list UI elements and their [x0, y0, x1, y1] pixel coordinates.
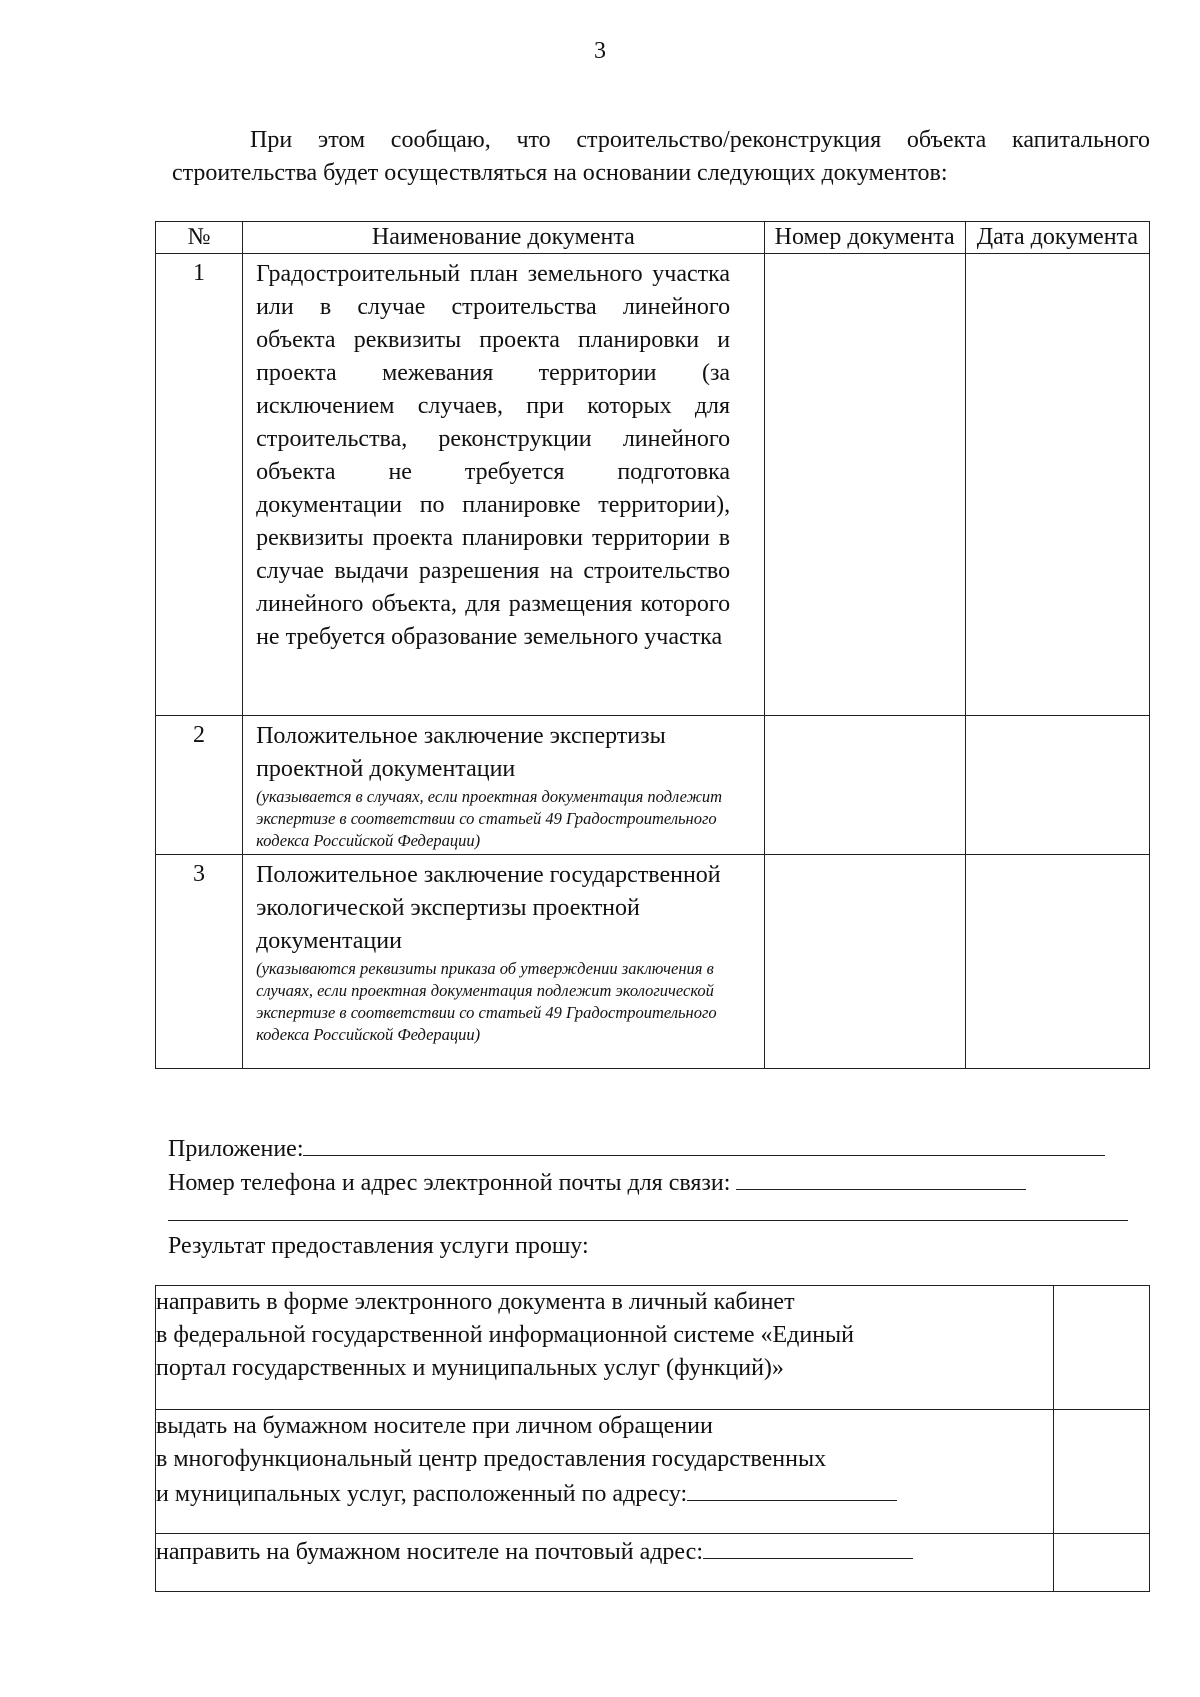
document-note: (указывается в случаях, если проектная документация подлежит экспертизе в соответствии со статьей 49 Градостроительного кодекса Российской Федерации) [256, 787, 723, 850]
row-number: 1 [156, 254, 243, 716]
table-header-row [156, 222, 1150, 254]
table-row [156, 254, 1150, 716]
contact-field[interactable] [736, 1165, 1026, 1190]
postal-address-field[interactable] [703, 1534, 913, 1559]
row-number: 2 [156, 716, 243, 855]
document-date-cell[interactable] [965, 716, 1149, 855]
contact-line [168, 1165, 1026, 1200]
header-number: Номер документа [764, 222, 965, 254]
attachment-label: Приложение: [168, 1136, 304, 1162]
contact-label: Номер телефона и адрес электронной почты для связи: [168, 1170, 731, 1196]
document-number-cell[interactable] [764, 855, 965, 1069]
result-option-text: выдать на бумажном носителе при личном обращении в многофункциональный центр предоставления государственных и муниципальных услуг, расположенный по адресу: [156, 1410, 1054, 1534]
document-name-cell [243, 716, 765, 855]
result-option [156, 1534, 1150, 1592]
attachment-line [168, 1131, 1105, 1166]
documents-table [155, 221, 1150, 1069]
header-name: Наименование документа [243, 222, 765, 254]
document-number-cell[interactable] [764, 716, 965, 855]
document-note: (указываются реквизиты приказа об утверждении заключения в случаях, если проектная документация подлежит экологической экспертизе в соответствии со статьей 49 Градостроительного кодекса Российской Федерации) [256, 959, 717, 1044]
document-date-cell[interactable] [965, 855, 1149, 1069]
contact-field-continued[interactable] [168, 1196, 1128, 1221]
document-title: Положительное заключение экспертизы проектной документации [256, 723, 666, 782]
document-title: Положительное заключение государственной экологической экспертизы проектной документации [256, 862, 721, 954]
document-number-cell[interactable] [764, 254, 965, 716]
document-title: Градостроительный план земельного участка или в случае строительства линейного объекта реквизиты проекта планировки и проекта межевания территории (за исключением случаев, при которых для строительства, реконструкции линейного объекта не требуется подготовка документации по планировке территории), реквизиты проекта планировки территории в случае выдачи разрешения на строительство линейного объекта, для размещения которого не требуется образование земельного участка [256, 261, 731, 650]
page-number: 3 [594, 38, 606, 64]
table-row [156, 716, 1150, 855]
attachment-field[interactable] [303, 1131, 1105, 1156]
header-num: № [156, 222, 243, 254]
header-date: Дата документа [965, 222, 1149, 254]
result-option-checkbox[interactable] [1054, 1410, 1150, 1534]
table-row [156, 855, 1150, 1069]
result-option-checkbox[interactable] [1054, 1534, 1150, 1592]
document-name-cell [243, 855, 765, 1069]
result-label: Результат предоставления услуги прошу: [168, 1233, 589, 1259]
intro-paragraph: При этом сообщаю, что строительство/реконструкция объекта капитального строительства будет осуществляться на основании следующих документов: [172, 127, 1150, 186]
document-name-cell [243, 254, 765, 716]
result-option-text: направить на бумажном носителе на почтовый адрес: [156, 1534, 1054, 1592]
document-date-cell[interactable] [965, 254, 1149, 716]
result-option-checkbox[interactable] [1054, 1286, 1150, 1410]
result-options-table [155, 1285, 1150, 1592]
contact-line-continued [168, 1196, 1128, 1231]
result-option [156, 1286, 1150, 1410]
mfc-address-field[interactable] [687, 1476, 897, 1501]
row-number: 3 [156, 855, 243, 1069]
result-option-text: направить в форме электронного документа в личный кабинет в федеральной государственной информационной системе «Единый портал государственных и муниципальных услуг (функций)» [156, 1286, 1054, 1410]
result-option [156, 1410, 1150, 1534]
